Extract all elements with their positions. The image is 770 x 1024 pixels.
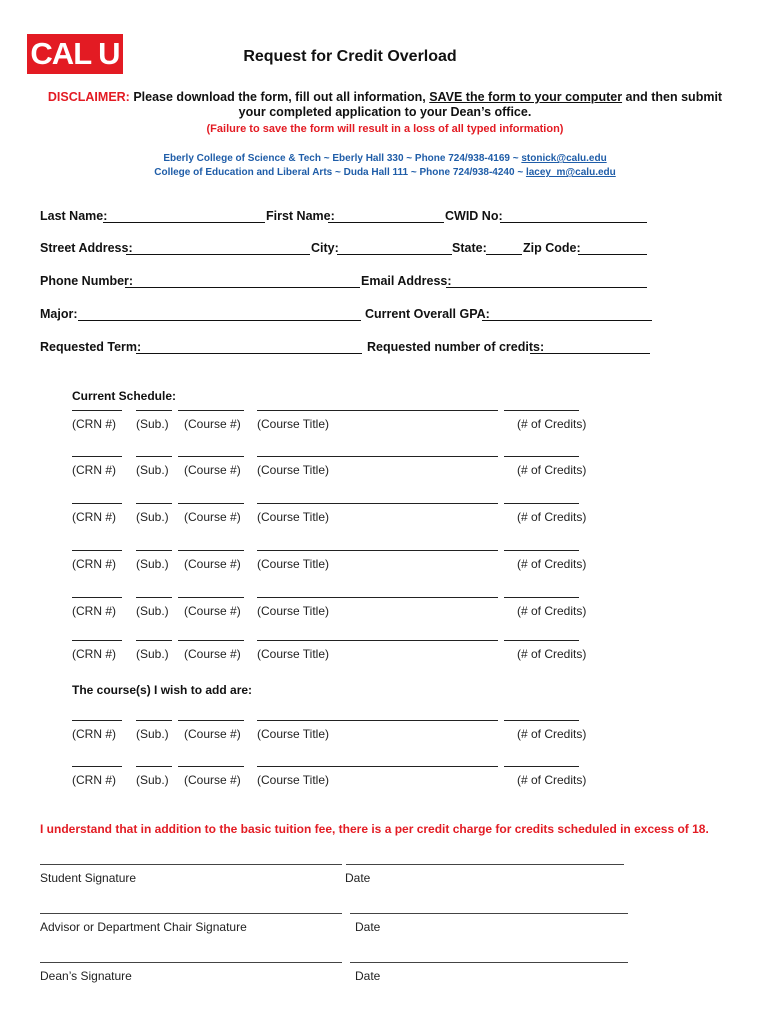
course-number-field[interactable] <box>178 410 244 411</box>
current-schedule-heading: Current Schedule: <box>72 389 177 403</box>
credits-label: (# of Credits) <box>517 557 587 571</box>
crn-field[interactable] <box>72 766 122 767</box>
advisor-signature-label: Advisor or Department Chair Signature <box>40 920 247 934</box>
zip-label: Zip Code: <box>523 241 581 255</box>
course-number-label: (Course #) <box>184 604 241 618</box>
street-label: Street Address: <box>40 241 133 255</box>
subject-field[interactable] <box>136 640 172 641</box>
gpa-field[interactable] <box>482 320 652 321</box>
course-title-field[interactable] <box>257 550 498 551</box>
crn-label: (CRN #) <box>72 463 116 477</box>
credits-field[interactable] <box>504 720 579 721</box>
contact-education-text: College of Education and Liberal Arts ~ Duda Hall 111 ~ Phone 724/938-4240 ~ <box>154 167 526 178</box>
credits-field[interactable] <box>504 766 579 767</box>
course-number-label: (Course #) <box>184 510 241 524</box>
course-number-field[interactable] <box>178 456 244 457</box>
course-number-field[interactable] <box>178 503 244 504</box>
contact-education-email[interactable]: lacey_m@calu.edu <box>525 167 616 178</box>
crn-label: (CRN #) <box>72 510 116 524</box>
cwid-label: CWID No: <box>445 209 503 223</box>
course-number-field[interactable] <box>178 766 244 767</box>
credits-label: (# of Credits) <box>517 727 587 741</box>
subject-field[interactable] <box>136 597 172 598</box>
disclaimer-warning: (Failure to save the form will result in a loss of all typed information) <box>206 123 564 135</box>
subject-label: (Sub.) <box>136 604 169 618</box>
city-field[interactable] <box>337 254 452 255</box>
credits-label: (# of Credits) <box>517 510 587 524</box>
term-label: Requested Term: <box>40 340 142 354</box>
contact-education <box>0 167 770 178</box>
subject-field[interactable] <box>136 720 172 721</box>
first-name-label: First Name: <box>266 209 335 223</box>
crn-field[interactable] <box>72 410 122 411</box>
page-title: Request for Credit Overload <box>243 48 457 65</box>
dean-date-line[interactable] <box>350 962 628 963</box>
disclaimer <box>35 90 735 120</box>
disclaimer-text-1: Please download the form, fill out all information, <box>133 90 426 104</box>
state-label: State: <box>452 241 487 255</box>
disclaimer-label: DISCLAIMER: <box>47 90 130 104</box>
student-date-label: Date <box>345 871 371 885</box>
course-number-label: (Course #) <box>184 727 241 741</box>
phone-field[interactable] <box>125 287 360 288</box>
subject-label: (Sub.) <box>136 647 169 661</box>
email-field[interactable] <box>446 287 647 288</box>
credits-label: (# of Credits) <box>517 417 587 431</box>
course-number-field[interactable] <box>178 640 244 641</box>
credits-requested-field[interactable] <box>530 353 650 354</box>
subject-field[interactable] <box>136 766 172 767</box>
disclaimer-underlined: SAVE the form to your computer <box>429 90 623 104</box>
course-title-label: (Course Title) <box>257 727 330 741</box>
student-signature-line[interactable] <box>40 864 342 865</box>
crn-label: (CRN #) <box>72 647 116 661</box>
add-courses-heading: The course(s) I wish to add are: <box>72 683 253 697</box>
cwid-field[interactable] <box>500 222 647 223</box>
term-field[interactable] <box>136 353 362 354</box>
street-field[interactable] <box>126 254 310 255</box>
course-title-label: (Course Title) <box>257 604 330 618</box>
course-number-field[interactable] <box>178 720 244 721</box>
course-title-label: (Course Title) <box>257 557 330 571</box>
course-title-label: (Course Title) <box>257 463 330 477</box>
credits-field[interactable] <box>504 597 579 598</box>
student-date-line[interactable] <box>346 864 624 865</box>
credits-label: (# of Credits) <box>517 647 587 661</box>
course-title-field[interactable] <box>257 503 498 504</box>
credits-field[interactable] <box>504 410 579 411</box>
credits-field[interactable] <box>504 456 579 457</box>
zip-field[interactable] <box>578 254 647 255</box>
credits-label: (# of Credits) <box>517 604 587 618</box>
credits-requested-label: Requested number of credits: <box>367 340 545 354</box>
last-name-label: Last Name: <box>40 209 108 223</box>
course-title-field[interactable] <box>257 597 498 598</box>
dean-date-label: Date <box>355 969 381 983</box>
course-number-label: (Course #) <box>184 417 241 431</box>
crn-field[interactable] <box>72 640 122 641</box>
first-name-field[interactable] <box>328 222 444 223</box>
course-title-label: (Course Title) <box>257 647 330 661</box>
advisor-date-line[interactable] <box>350 913 628 914</box>
crn-field[interactable] <box>72 597 122 598</box>
course-title-field[interactable] <box>257 766 498 767</box>
course-title-label: (Course Title) <box>257 510 330 524</box>
state-field[interactable] <box>486 254 522 255</box>
major-field[interactable] <box>78 320 361 321</box>
course-title-field[interactable] <box>257 456 498 457</box>
course-number-label: (Course #) <box>184 463 241 477</box>
subject-label: (Sub.) <box>136 463 169 477</box>
contact-eberly-email[interactable]: stonick@calu.edu <box>521 153 607 164</box>
subject-field[interactable] <box>136 550 172 551</box>
overload-charge-notice: I understand that in addition to the basic tuition fee, there is a per credit charge for credits scheduled in excess of 18. <box>40 822 709 836</box>
course-number-field[interactable] <box>178 597 244 598</box>
disclaimer-text-2: and then submit your completed application to your Dean’s office. <box>238 90 723 119</box>
dean-signature-line[interactable] <box>40 962 342 963</box>
course-title-field[interactable] <box>257 410 498 411</box>
crn-label: (CRN #) <box>72 773 116 787</box>
course-title-field[interactable] <box>257 640 498 641</box>
subject-label: (Sub.) <box>136 510 169 524</box>
crn-field[interactable] <box>72 720 122 721</box>
crn-field[interactable] <box>72 503 122 504</box>
crn-label: (CRN #) <box>72 417 116 431</box>
course-title-field[interactable] <box>257 720 498 721</box>
credits-field[interactable] <box>504 503 579 504</box>
phone-label: Phone Number: <box>40 274 134 288</box>
course-title-label: (Course Title) <box>257 773 330 787</box>
subject-field[interactable] <box>136 410 172 411</box>
city-label: City: <box>311 241 339 255</box>
course-number-label: (Course #) <box>184 773 241 787</box>
credits-field[interactable] <box>504 640 579 641</box>
credits-field[interactable] <box>504 550 579 551</box>
dean-signature-label: Dean’s Signature <box>40 969 132 983</box>
crn-field[interactable] <box>72 550 122 551</box>
course-number-label: (Course #) <box>184 557 241 571</box>
last-name-field[interactable] <box>103 222 265 223</box>
contact-eberly-text: Eberly College of Science & Tech ~ Eberly Hall 330 ~ Phone 724/938-4169 ~ <box>163 153 522 164</box>
course-number-label: (Course #) <box>184 647 241 661</box>
crn-label: (CRN #) <box>72 557 116 571</box>
credits-label: (# of Credits) <box>517 463 587 477</box>
contact-eberly <box>0 153 770 164</box>
crn-field[interactable] <box>72 456 122 457</box>
email-label: Email Address: <box>361 274 452 288</box>
subject-field[interactable] <box>136 456 172 457</box>
crn-label: (CRN #) <box>72 727 116 741</box>
subject-label: (Sub.) <box>136 417 169 431</box>
crn-label: (CRN #) <box>72 604 116 618</box>
major-label: Major: <box>40 307 78 321</box>
credits-label: (# of Credits) <box>517 773 587 787</box>
subject-label: (Sub.) <box>136 557 169 571</box>
student-signature-label: Student Signature <box>40 871 137 885</box>
subject-field[interactable] <box>136 503 172 504</box>
course-number-field[interactable] <box>178 550 244 551</box>
subject-label: (Sub.) <box>136 727 169 741</box>
calu-logo: CAL U <box>27 34 123 74</box>
advisor-signature-line[interactable] <box>40 913 342 914</box>
course-title-label: (Course Title) <box>257 417 330 431</box>
advisor-date-label: Date <box>355 920 381 934</box>
gpa-label: Current Overall GPA: <box>365 307 490 321</box>
subject-label: (Sub.) <box>136 773 169 787</box>
